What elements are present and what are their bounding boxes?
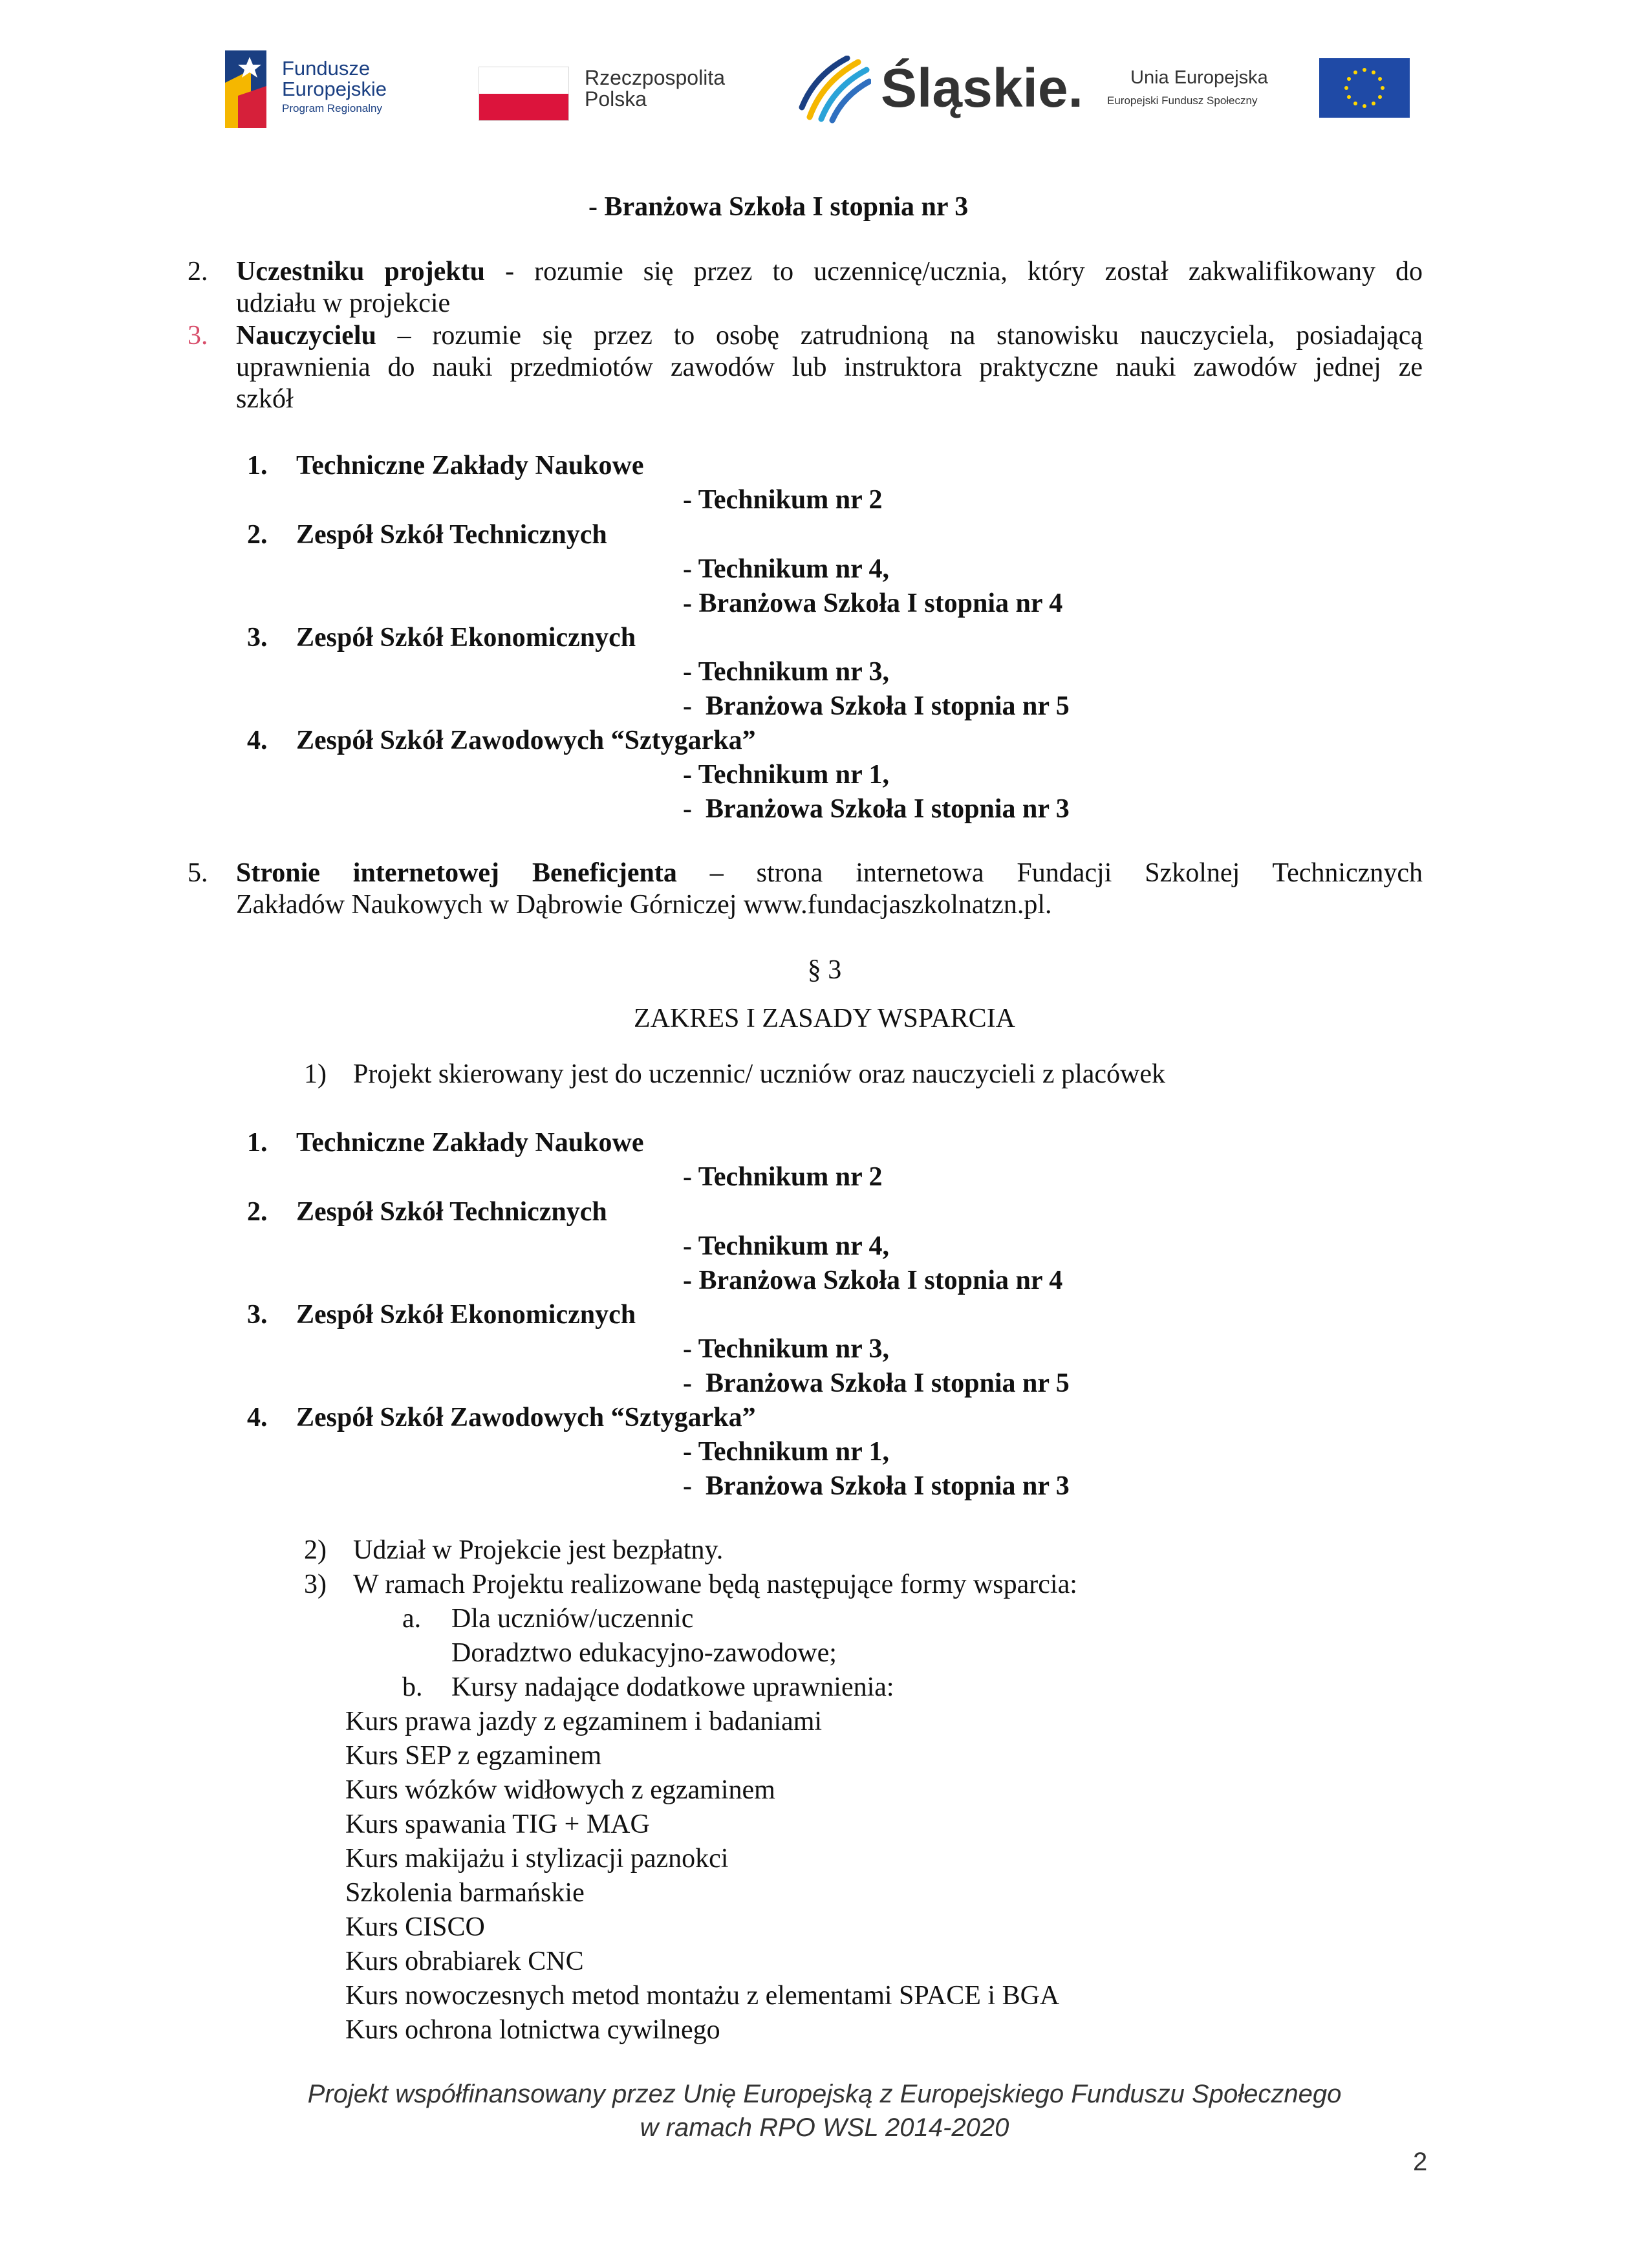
sub-a-line2: Doradztwo edukacyjno-zawodowe; (451, 1638, 837, 1668)
school-a3-item1: - Technikum nr 3, (683, 657, 889, 687)
school-a3-name: Zespół Szkół Ekonomicznych (296, 623, 636, 653)
school-b4-name: Zespół Szkół Zawodowych “Sztygarka” (296, 1403, 756, 1432)
def2-line1 (236, 255, 1423, 288)
section-title: ZAKRES I ZASADY WSPARCIA (633, 1004, 1016, 1033)
polish-flag-icon (479, 67, 569, 121)
course-item-2: Kurs SEP z egzaminem (345, 1741, 602, 1771)
school-b3-item1: - Technikum nr 3, (683, 1334, 889, 1364)
def2-text: - rozumie się przez to uczennicę/ucznia, który został zakwalifikowany do (505, 257, 1423, 286)
school-b1-name: Techniczne Zakłady Naukowe (296, 1128, 644, 1158)
page-number: 2 (1413, 2148, 1428, 2176)
school-b3-item2: - Branżowa Szkoła I stopnia nr 5 (683, 1368, 1070, 1398)
school-a1-number: 1. (247, 451, 268, 481)
def3-line3: szkół (236, 384, 294, 414)
point3-number: 3) (304, 1570, 327, 1599)
def5-line2: Zakładów Naukowych w Dąbrowie Górniczej www.fundacjaszkolnatzn.pl. (236, 890, 1052, 920)
point1-number: 1) (304, 1059, 327, 1089)
fe-logo-line2: Europejskie (282, 78, 387, 100)
sub-b-text: Kursy nadające dodatkowe uprawnienia: (451, 1672, 894, 1702)
course-item-10: Kurs ochrona lotnictwa cywilnego (345, 2015, 720, 2045)
school-a3-item2: - Branżowa Szkoła I stopnia nr 5 (683, 691, 1070, 721)
school-a4-item2: - Branżowa Szkoła I stopnia nr 3 (683, 794, 1070, 824)
def5-number: 5. (188, 858, 208, 888)
school-b1-item1: - Technikum nr 2 (683, 1162, 883, 1192)
def5-term: Stronie internetowej Beneficjenta (236, 858, 677, 888)
fe-logo-text (282, 58, 387, 100)
def3-text: – rozumie się przez to osobę zatrudnioną na stanowisku nauczyciela, posiadającą (397, 321, 1423, 351)
course-item-6: Szkolenia barmańskie (345, 1878, 585, 1908)
course-item-3: Kurs wózków widłowych z egzaminem (345, 1775, 775, 1805)
pl-logo-line2: Polska (585, 87, 647, 111)
footer-line2: w ramach RPO WSL 2014-2020 (640, 2113, 1009, 2142)
school-a4-number: 4. (247, 726, 268, 755)
fe-logo-subtitle: Program Regionalny (282, 102, 382, 114)
def2-number: 2. (188, 257, 208, 286)
school-a2-number: 2. (247, 520, 268, 550)
school-b3-name: Zespół Szkół Ekonomicznych (296, 1300, 636, 1330)
school-b1-number: 1. (247, 1128, 268, 1158)
footer-line1: Projekt współfinansowany przez Unię Europejską z Europejskiego Funduszu Społecznego (307, 2080, 1342, 2108)
fundusze-europejskie-logo-icon (225, 50, 266, 128)
def3-number: 3. (188, 321, 208, 351)
course-item-1: Kurs prawa jazdy z egzaminem i badaniami (345, 1707, 823, 1736)
point1-text: Projekt skierowany jest do uczennic/ uczniów oraz nauczycieli z placówek (353, 1059, 1166, 1089)
school-a2-item1: - Technikum nr 4, (683, 554, 889, 584)
def3-line2: uprawnienia do nauki przedmiotów zawodów lub instruktora praktyczne nauki zawodów jednej ze (236, 352, 1423, 382)
school-b4-item1: - Technikum nr 1, (683, 1437, 889, 1467)
school-b2-number: 2. (247, 1197, 268, 1227)
school-a3-number: 3. (247, 623, 268, 653)
course-item-4: Kurs spawania TIG + MAG (345, 1809, 650, 1839)
course-item-9: Kurs nowoczesnych metod montażu z elementami SPACE i BGA (345, 1981, 1060, 2011)
section-paragraph-number: § 3 (807, 955, 842, 985)
fe-logo-line1: Fundusze (282, 57, 371, 80)
course-item-8: Kurs obrabiarek CNC (345, 1947, 584, 1976)
school-b4-number: 4. (247, 1403, 268, 1432)
def5-line1 (236, 857, 1423, 889)
school-b3-number: 3. (247, 1300, 268, 1330)
top-list-item: - Branżowa Szkoła I stopnia nr 3 (588, 192, 969, 222)
school-b4-item2: - Branżowa Szkoła I stopnia nr 3 (683, 1471, 1070, 1501)
school-b2-item1: - Technikum nr 4, (683, 1231, 889, 1261)
school-a1-item1: - Technikum nr 2 (683, 485, 883, 515)
school-a4-name: Zespół Szkół Zawodowych “Sztygarka” (296, 726, 756, 755)
point3-text: W ramach Projektu realizowane będą następujące formy wsparcia: (353, 1570, 1077, 1599)
slaskie-logo-icon (797, 56, 871, 124)
point2-text: Udział w Projekcie jest bezpłatny. (353, 1535, 724, 1565)
sub-b-letter: b. (402, 1672, 423, 1702)
school-a2-name: Zespół Szkół Technicznych (296, 520, 607, 550)
def2-term: Uczestniku projektu (236, 257, 485, 286)
pl-logo-line1: Rzeczpospolita (585, 66, 725, 89)
ue-logo-line2: Europejski Fundusz Społeczny (1107, 94, 1258, 107)
school-a2-item2: - Branżowa Szkoła I stopnia nr 4 (683, 589, 1063, 618)
def3-term: Nauczycielu (236, 321, 376, 351)
def3-line1 (236, 319, 1423, 352)
ue-logo-line1: Unia Europejska (1130, 67, 1268, 88)
school-b2-item2: - Branżowa Szkoła I stopnia nr 4 (683, 1266, 1063, 1295)
course-item-5: Kurs makijażu i stylizacji paznokci (345, 1844, 729, 1874)
slaskie-logo-text: Śląskie. (881, 58, 1083, 118)
sub-a-line1: Dla uczniów/uczennic (451, 1604, 694, 1634)
def2-line2: udziału w projekcie (236, 288, 451, 318)
school-a1-name: Techniczne Zakłady Naukowe (296, 451, 644, 481)
pl-logo-text (585, 67, 725, 110)
school-b2-name: Zespół Szkół Technicznych (296, 1197, 607, 1227)
sub-a-letter: a. (402, 1604, 422, 1634)
school-a4-item1: - Technikum nr 1, (683, 760, 889, 790)
point2-number: 2) (304, 1535, 327, 1565)
def5-text: – strona internetowa Fundacji Szkolnej Technicznych (709, 858, 1423, 888)
course-item-7: Kurs CISCO (345, 1912, 485, 1942)
eu-flag-icon (1319, 58, 1410, 118)
